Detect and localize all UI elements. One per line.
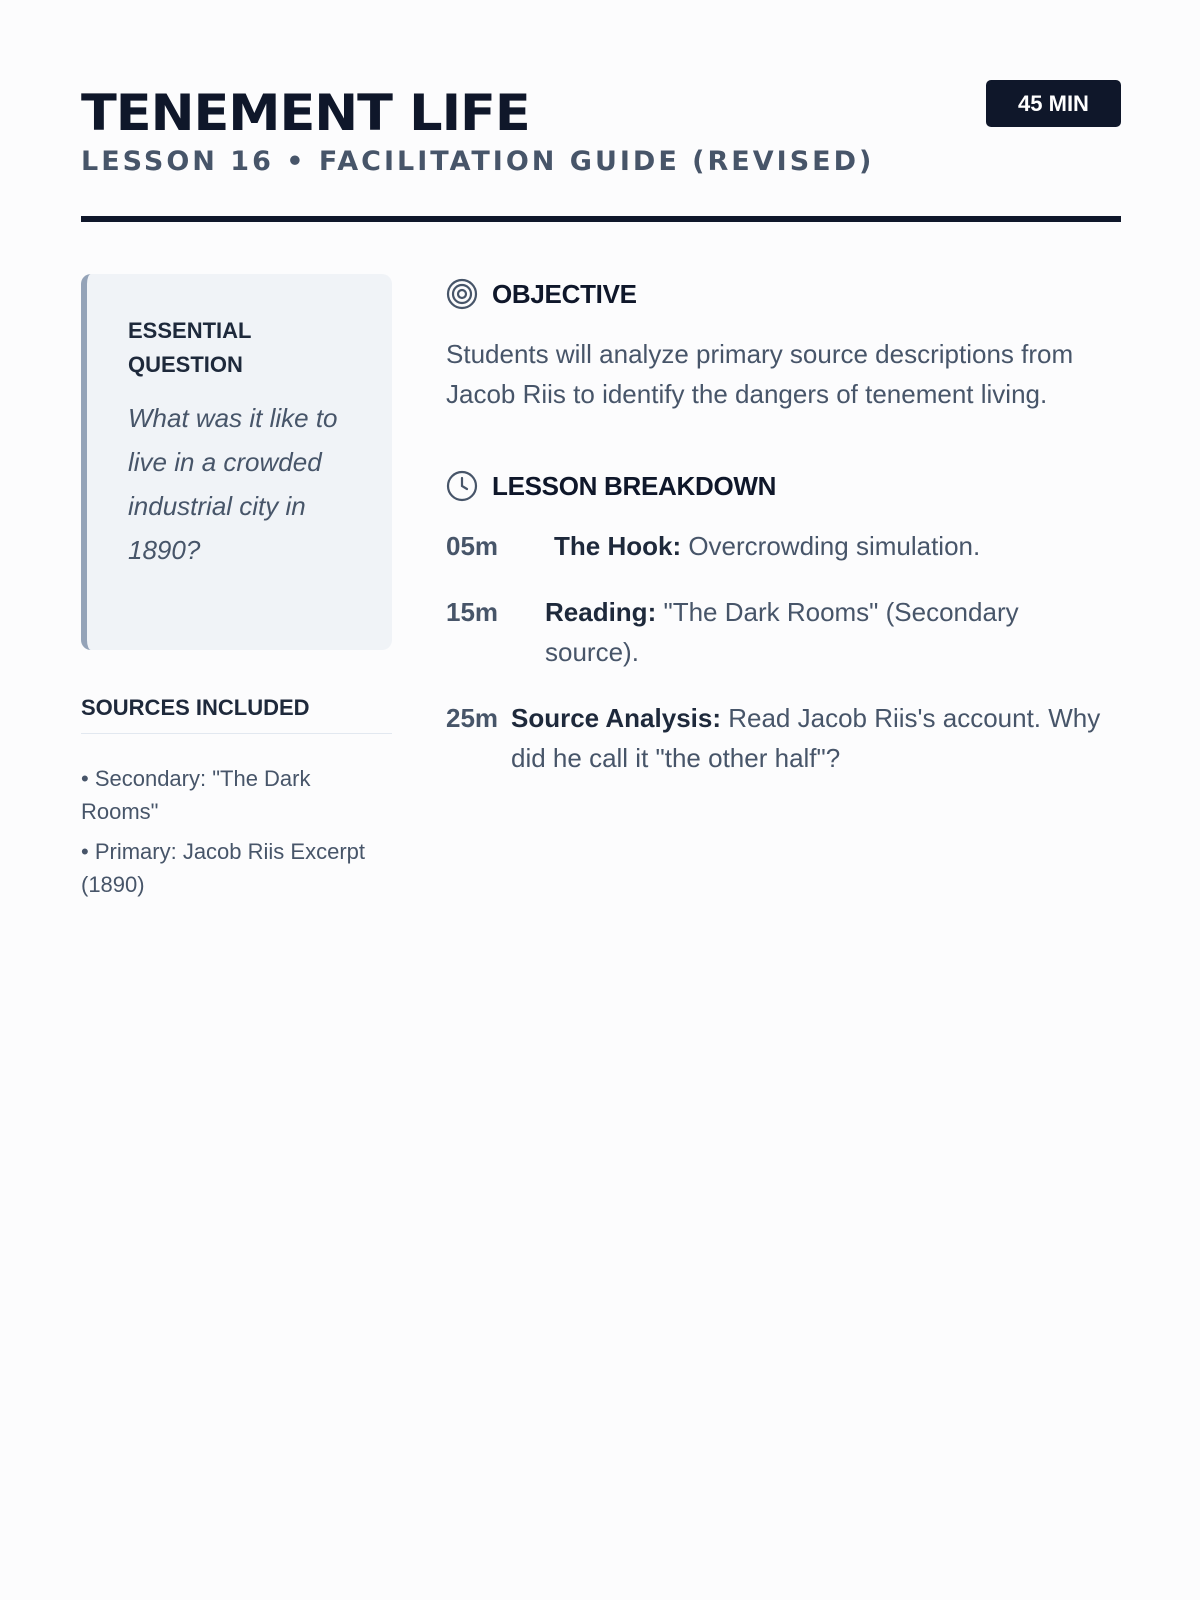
header xyxy=(81,80,1121,222)
row-desc xyxy=(511,698,1111,778)
objective-heading xyxy=(446,274,1121,314)
row-time: 15m xyxy=(446,597,499,627)
clock-icon xyxy=(446,470,478,502)
breakdown-title: LESSON BREAKDOWN xyxy=(492,470,777,501)
breakdown-section xyxy=(446,466,1121,778)
row-label: The Hook: xyxy=(554,531,682,561)
row-time: 25m xyxy=(446,703,499,733)
essential-question-text: What was it like to live in a crowded industrial city in 1890? xyxy=(128,403,338,565)
row-text: Read Jacob Riis's account. Why did he call it "the other half"? xyxy=(511,703,1101,773)
sidebar xyxy=(81,274,392,908)
objective-title: OBJECTIVE xyxy=(492,278,637,309)
breakdown-row xyxy=(446,526,1121,566)
row-text: Overcrowding simulation. xyxy=(681,531,981,561)
essential-question-card xyxy=(81,274,392,650)
row-label: Source Analysis: xyxy=(511,703,722,733)
page-subtitle: LESSON 16 • FACILITATION GUIDE (REVISED) xyxy=(81,146,875,177)
sources-title: SOURCES INCLUDED xyxy=(81,695,392,734)
objective-text: Students will analyze primary source descriptions from Jacob Riis to identify the dangers of tenement living. xyxy=(446,339,1074,409)
source-item: • Secondary: "The Dark Rooms" xyxy=(81,766,311,824)
objective-section xyxy=(446,274,1121,414)
essential-question-label: ESSENTIAL QUESTION xyxy=(128,318,252,377)
row-text: "The Dark Rooms" (Secondary source). xyxy=(545,597,1019,667)
breakdown-rows xyxy=(446,526,1121,778)
lesson-guide xyxy=(81,80,1121,897)
duration-badge: 45 MIN xyxy=(986,80,1121,127)
row-desc xyxy=(545,592,1065,672)
source-item: • Primary: Jacob Riis Excerpt (1890) xyxy=(81,839,365,897)
sources-list xyxy=(81,762,392,901)
main-content xyxy=(446,274,1121,778)
target-icon xyxy=(446,278,478,310)
breakdown-row xyxy=(446,698,1121,778)
page-title: TENEMENT LIFE xyxy=(81,84,530,142)
row-time: 05m xyxy=(446,531,499,561)
row-desc xyxy=(554,526,980,566)
breakdown-row xyxy=(446,592,1121,672)
breakdown-heading xyxy=(446,466,1121,506)
row-label: Reading: xyxy=(545,597,657,627)
